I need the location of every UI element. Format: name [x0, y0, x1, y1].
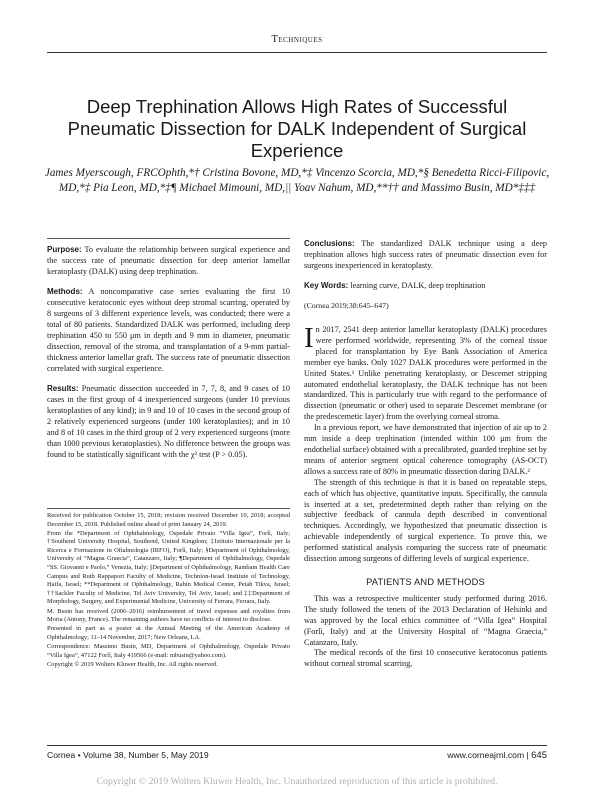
- copyright-banner: Copyright © 2019 Wolters Kluwer Health, Inc. Unauthorized reproduction of this article is prohibited.: [96, 776, 498, 787]
- footnote-presented: Presented in part as a poster at the Annual Meeting of the American Academy of Ophthalmology; 11–14 November, 2017; New Orleans, LA.: [47, 625, 290, 641]
- page-number: 645: [531, 750, 547, 761]
- footnote-received: Received for publication October 15, 2018; revision received December 10, 2018; accepted December 15, 2018. Published online ahead of print January 24, 2019.: [47, 512, 290, 528]
- author-list: James Myerscough, FRCOphth,*† Cristina Bovone, MD,*‡ Vincenzo Scorcia, MD,*§ Benedetta Ricci-Filipovic, MD,*‡ Pia Leon, MD,*‡¶ Michael Mimouni, MD,|| Yoav Nahum, MD,**†† and Massimo Busin, MD*‡‡‡: [44, 167, 550, 194]
- intro-paragraph-1-text: n 2017, 2541 deep anterior lamellar keratoplasty (DALK) procedures were performed worldwide, representing 3% of the corneal tissue placed for transplantation by Eye Bank Association of America member eye banks. Only 1027 DALK procedures were performed in the United States.¹ Unlike penetrating keratoplasty, or Descemet stripping automated endothelial keratoplasty, the DALK technique has not been standardized. This is particularly true with regard to the performance of dissection (pneumatic or other) used to separate Descemet membrane (or the predescemetic layer) from the overlying corneal stroma.: [304, 325, 547, 422]
- results-text: Pneumatic dissection succeeded in 7, 7, 8, and 9 cases of 10 cases in the first group of 4 inexperienced surgeons (under 10 previous keratoplasties of any kind); in 9 and 10 of 10 cases in the second group of 2 relatively experienced surgeons (under 100 keratoplasties); and in 10 and 8 of 10 cases in the third group of 2 very experienced surgeons (more than 1000 previous keratoplasties). No difference between the groups was found to be statistically significant with the χ² test (P > 0.05).: [47, 384, 290, 459]
- footnote-copyright: Copyright © 2019 Wolters Kluwer Health, Inc. All rights reserved.: [47, 660, 218, 668]
- abstract-results: [47, 383, 290, 460]
- keywords-label: Key Words:: [304, 281, 349, 290]
- methods-label: Methods:: [47, 287, 83, 296]
- drop-cap: I: [304, 322, 314, 354]
- footnote-disclosure: M. Busin has received (2006–2016) reimbursement of travel expenses and royalties from Moria (Antony, France). The remaining authors have no conflicts of interest to disclose.: [47, 607, 290, 624]
- methods-text: A noncomparative case series evaluating the first 10 consecutive keratoconic eyes without deep stromal scarring, operated by 8 surgeons of 3 different experience levels, was conducted; there were a total of 80 patients. Standardized DALK was performed, including deep trephination 450 to 550 μm in depth and 9 mm in diameter, pneumatic dissection, removal of the stroma, and transplantation of a 9-mm partial-thickness anterior lamellar graft. The success rate of pneumatic dissection correlated with surgical experience.: [47, 287, 290, 373]
- footer-divider: [47, 745, 547, 746]
- journal-citation: (Cornea 2019;38:645–647): [304, 301, 389, 310]
- abstract-methods: [47, 286, 290, 374]
- abstract-keywords: [304, 280, 547, 291]
- conclusions-text: The standardized DALK technique using a deep trephination allows high success rates of pneumatic dissection even for surgeons inexperienced in keratoplasty.: [304, 239, 547, 270]
- footer-journal: Cornea • Volume 38, Number 5, May 2019: [47, 750, 209, 760]
- footnotes: [47, 508, 290, 670]
- intro-paragraph-1: [304, 322, 547, 423]
- results-label: Results:: [47, 384, 79, 393]
- footer-right: www.corneajrnl.com | 645: [447, 750, 547, 761]
- conclusions-label: Conclusions:: [304, 239, 355, 248]
- abstract-conclusions: [304, 238, 547, 271]
- abstract-top-divider: [47, 238, 290, 239]
- right-column: [304, 238, 547, 670]
- methods-heading: PATIENTS AND METHODS: [366, 576, 485, 587]
- intro-paragraph-2: In a previous report, we have demonstrated that injection of air up to 2 mm inside a deep trephination (intended within 100 μm from the endothelial surface) obtained with a precalibrated, guarded trephine set by means of anterior segment optical coherence tomography (AS-OCT) allows a success rate of 80% in pneumatic dissection during DALK.²: [304, 423, 547, 476]
- article-title: Deep Trephination Allows High Rates of Successful Pneumatic Dissection for DALK Independent of Surgical Experience: [67, 96, 527, 161]
- purpose-label: Purpose:: [47, 245, 82, 254]
- purpose-text: To evaluate the relationship between surgical experience and the success rate of pneumatic dissection for deep anterior lamellar keratoplasty (DALK) using deep trephination.: [47, 245, 290, 276]
- header-divider: [47, 52, 547, 53]
- footnote-divider: [47, 508, 290, 509]
- footnote-affiliations: From the *Department of Ophthalmology, Ospedale Privato “Villa Igea”, Forlì, Italy; †Southend University Hospital, Southend, United Kingdom; ‡Istituto Internazionale per la Ricerca e Formazione in Oftalmologia (IRFO), Forlì, Italy; §Department of Ophthalmology, University of “Magna Graecia”, Catanzaro, Italy; ¶Department of Ophthalmology, Ospedale “SS. Giovanni e Paolo,” Venezia, Italy; ||Department of Ophthalmology, Rambam Health Care Campus and Ruth Rappaport Faculty of Medicine, Technion-Israel Institute of Technology, Haifa, Israel; **Department of Ophthalmology, Rabin Medical Center, Petah Tikva, Israel; ††Sackler Faculty of Medicine, Tel Aviv University, Tel Aviv, Israel; and ‡‡Department of Morphology, Surgery, and Experimental Medicine, University of Ferrara, Ferrara, Italy.: [47, 529, 290, 606]
- footer-website: www.corneajrnl.com: [447, 750, 525, 760]
- keywords-text: learning curve, DALK, deep trephination: [350, 281, 486, 290]
- footnote-correspondence: Correspondence: Massimo Busin, MD, Department of Ophthalmology, Ospedale Privato “Villa Igea”, 47122 Forlì, Italy 419566 (e-mail: mbusin@yahoo.com).: [47, 642, 290, 659]
- abstract-purpose: [47, 244, 290, 277]
- methods-paragraph-2: The medical records of the first 10 consecutive keratoconus patients without corneal stromal scarring,: [304, 648, 547, 669]
- methods-paragraph-1: This was a retrospective multicenter study performed during 2016. The study followed the tenets of the 2013 Declaration of Helsinki and was approved by the local ethics committee of “Villa Igea” Hospital (Forlì, Italy) and at the University Hospital of “Magna Graecia,” Catanzaro, Italy.: [304, 593, 547, 647]
- abstract-left-column: [47, 238, 290, 469]
- section-heading: Techniques: [271, 34, 323, 45]
- intro-paragraph-3: The strength of this technique is that it is based on repeatable steps, each of which has objective, quantitative inputs. Specifically, the cannula is inserted at a set, predetermined depth rather than relying on the subjective feedback of cannula depth described in conventional techniques. Accordingly, we hypothesized that pneumatic dissection is achievable independently of surgical experience. To prove this, we performed statistical analysis comparing the success rate of pneumatic dissection among surgeons of differing levels of surgical experience.: [304, 477, 547, 564]
